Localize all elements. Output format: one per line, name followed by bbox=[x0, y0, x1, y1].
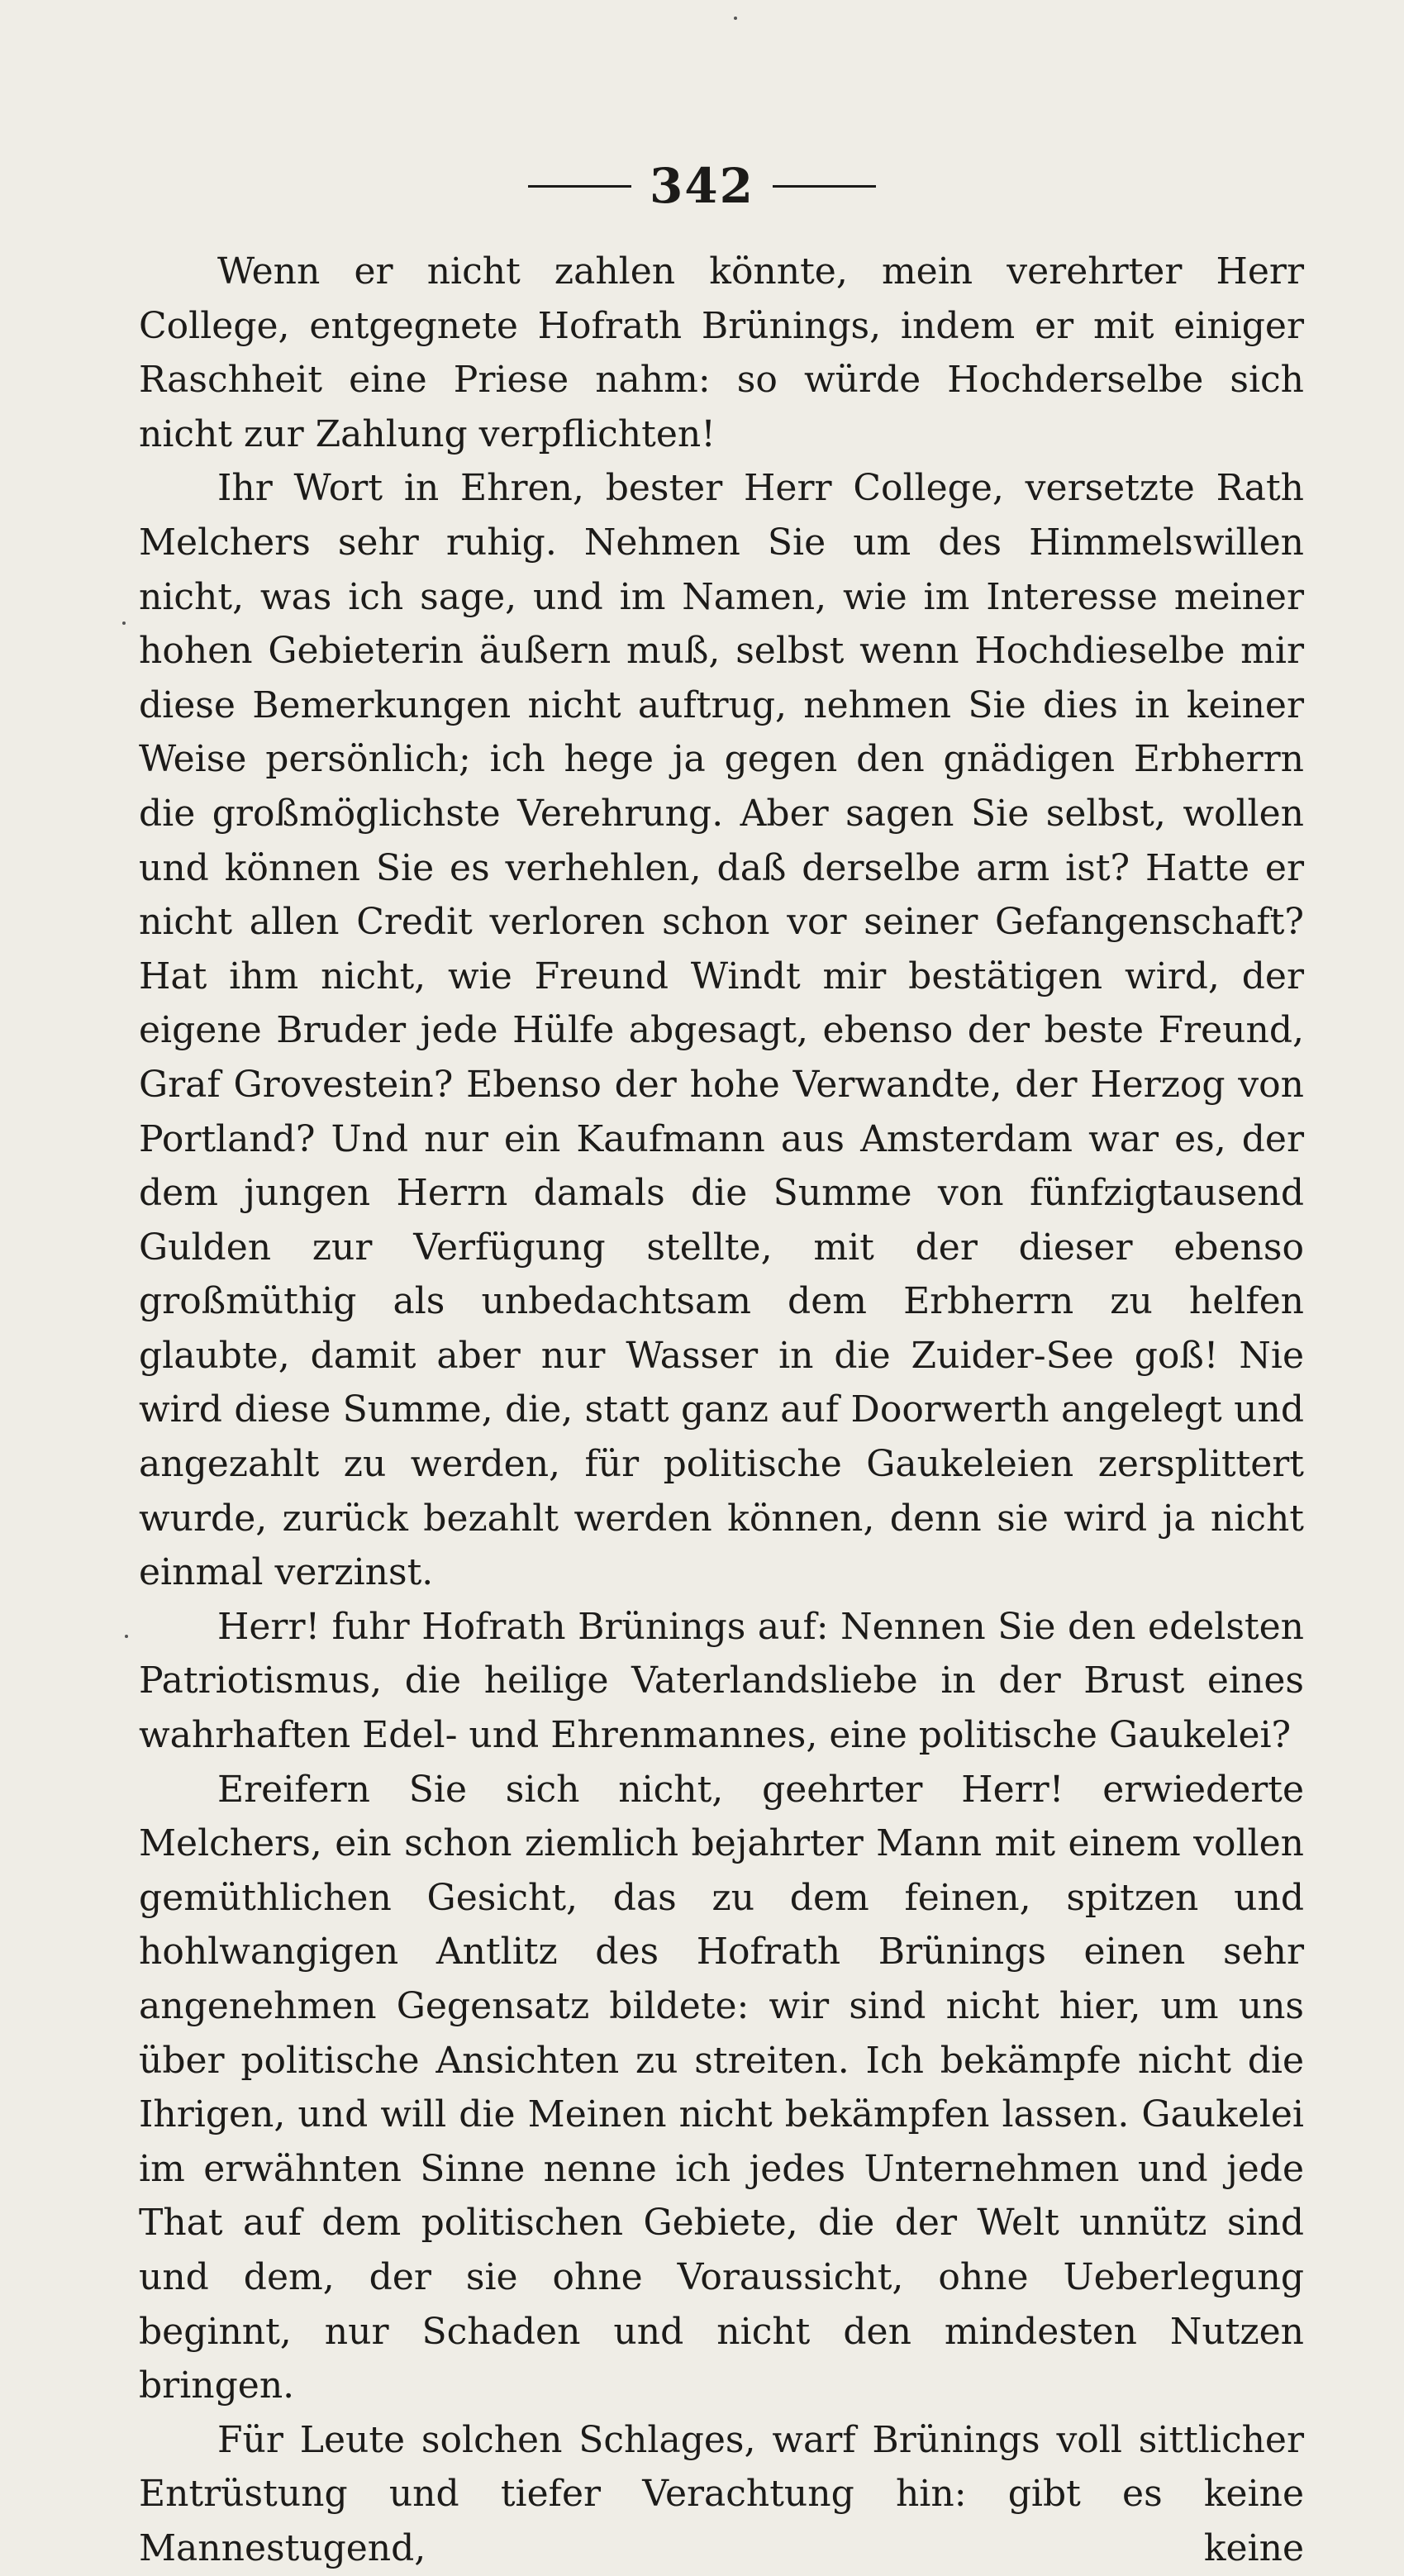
print-speck bbox=[125, 1635, 128, 1638]
body-text bbox=[139, 245, 1304, 2576]
paragraph-4: Ereifern Sie sich nicht, geehrter Herr! erwiederte Melchers, ein schon ziemlich bejahrter Mann mit einem vollen gemüthlichen Gesicht, das zu dem feinen, spitzen und hohlwangigen Antlitz des Hofrath Brünings einen sehr angenehmen Gegensatz bildete: wir sind nicht hier, um uns über politische Ansichten zu streiten. Ich bekämpfe nicht die Ihrigen, und will die Meinen nicht bekämpfen lassen. Gaukelei im erwähnten Sinne nenne ich jedes Unternehmen und jede That auf dem politischen Gebiete, die der Welt unnütz sind und dem, der sie ohne Voraussicht, ohne Ueberlegung beginnt, nur Schaden und nicht den mindesten Nutzen bringen. bbox=[139, 1768, 1304, 2407]
print-speck bbox=[122, 621, 126, 625]
print-speck bbox=[734, 17, 737, 20]
paragraph-1: Wenn er nicht zahlen könnte, mein verehrter Herr College, entgegnete Hofrath Brünings, indem er mit einiger Raschheit eine Priese nahm: so würde Hochderselbe sich nicht zur Zahlung verpflichten! bbox=[139, 250, 1304, 455]
paragraph-2: Ihr Wort in Ehren, bester Herr College, versetzte Rath Melchers sehr ruhig. Nehmen Sie um des Himmelswillen nicht, was ich sage, und im Namen, wie im Interesse meiner hohen Gebieterin äußern muß, selbst wenn Hochdieselbe mir diese Bemerkungen nicht auftrug, nehmen Sie dies in keiner Weise persönlich; ich hege ja gegen den gnädigen Erbherrn die großmöglichste Verehrung. Aber sagen Sie selbst, wollen und können Sie es verhehlen, daß derselbe arm ist? Hatte er nicht allen Credit verloren schon vor seiner Gefangenschaft? Hat ihm nicht, wie Freund Windt mir bestätigen wird, der eigene Bruder jede Hülfe abgesagt, ebenso der beste Freund, Graf Grovestein? Ebenso der hohe Verwandte, der Herzog von Portland? Und nur ein Kaufmann aus Amsterdam war es, der dem jungen Herrn damals die Summe von fünfzigtausend Gulden zur Verfügung stellte, mit der dieser ebenso großmüthig als unbedachtsam dem Erbherrn zu helfen glaubte, damit aber nur Wasser in die Zuider-See goß! Nie wird diese Summe, die, statt ganz auf Doorwerth angelegt und angezahlt zu werden, für politische Gaukeleien zersplittert wurde, zurück bezahlt werden können, denn sie wird ja nicht einmal verzinst. bbox=[139, 467, 1304, 1594]
header-rule-left bbox=[528, 185, 631, 188]
header-rule-right bbox=[773, 185, 876, 188]
page-header bbox=[0, 145, 1404, 227]
paragraph-5: Für Leute solchen Schlages, warf Brünings voll sittlicher Entrüstung und tiefer Verachtung hin: gibt es keine Mannestugend, keine bbox=[139, 2418, 1304, 2569]
paragraph-3: Herr! fuhr Hofrath Brünings auf: Nennen Sie den edelsten Patriotismus, die heilige Vaterlandsliebe in der Brust eines wahrhaften Edel- und Ehrenmannes, eine politische Gaukelei? bbox=[139, 1605, 1304, 1757]
page-number: 342 bbox=[649, 158, 755, 214]
